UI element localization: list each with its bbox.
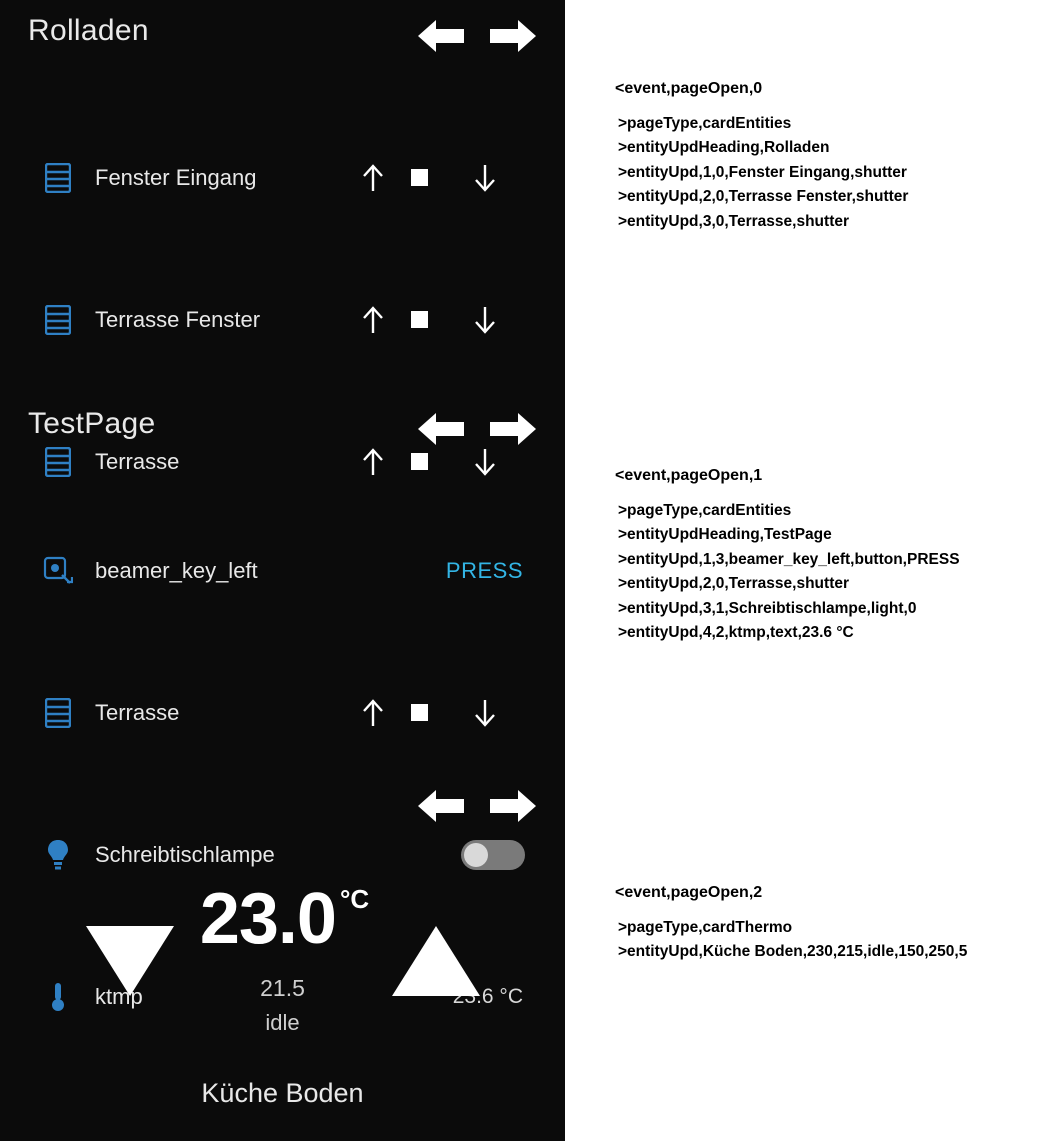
log-line: >pageType,cardThermo [618, 919, 793, 936]
next-page-button[interactable] [484, 16, 536, 56]
shutter-down-button[interactable] [465, 302, 505, 338]
card-thermo [0, 770, 565, 1141]
log-line: >entityUpd,2,0,Terrasse Fenster,shutter [618, 188, 909, 206]
next-page-button[interactable] [484, 409, 536, 449]
nav-arrows [418, 16, 543, 60]
status-badge: idle [265, 1010, 300, 1035]
shutter-stop-button[interactable] [399, 302, 439, 338]
shutter-controls [353, 302, 525, 338]
arrow-down-icon [472, 698, 498, 728]
arrow-up-icon [360, 698, 386, 728]
log-line: >entityUpd,2,0,Terrasse,shutter [618, 575, 850, 593]
nav-arrows [418, 409, 543, 453]
log-event-line: <event,pageOpen,2 [615, 884, 763, 901]
shutter-controls [353, 160, 525, 196]
page-title: TestPage [28, 407, 156, 440]
stop-square-icon [411, 704, 428, 721]
log-line: >entityUpd,1,0,Fenster Eingang,shutter [618, 163, 907, 181]
log-block [565, 467, 1045, 646]
arrow-left-icon [418, 409, 470, 449]
next-page-button[interactable] [484, 786, 536, 826]
temperature-unit: °C [339, 884, 370, 914]
log-line: >entityUpdHeading,TestPage [618, 526, 832, 544]
log-event-line: <event,pageOpen,0 [615, 80, 763, 97]
thermostat-name: Küche Boden [201, 1078, 364, 1108]
entity-label: ktmp [95, 983, 143, 1009]
stop-square-icon [411, 169, 428, 186]
current-temperature [0, 878, 565, 960]
current-temperature-value: 23.0 [199, 879, 336, 959]
arrow-right-icon [484, 16, 536, 56]
entity-label: Terrasse Fenster [95, 306, 261, 332]
arrow-right-icon [484, 409, 536, 449]
page-title: Rolladen [28, 14, 149, 47]
list-item[interactable] [0, 677, 565, 748]
entity-label: Schreibtischlampe [95, 841, 275, 867]
arrow-left-icon [418, 16, 470, 56]
log-line: >entityUpd,3,0,Terrasse,shutter [618, 212, 850, 230]
press-button[interactable]: PRESS [445, 557, 523, 583]
log-line: >entityUpd,3,1,Schreibtischlampe,light,0 [618, 599, 917, 617]
serial-log-panel [565, 0, 1045, 1141]
log-line: >pageType,cardEntities [618, 502, 792, 519]
temperature-value: 23.6 °C [452, 984, 523, 1008]
previous-page-button[interactable] [418, 786, 470, 826]
arrow-left-icon [418, 786, 470, 826]
shutter-icon [42, 161, 74, 195]
previous-page-button[interactable] [418, 409, 470, 449]
shutter-up-button[interactable] [353, 160, 393, 196]
entity-label: Terrasse [95, 699, 180, 725]
shutter-down-button[interactable] [465, 695, 505, 731]
shutter-up-button[interactable] [353, 695, 393, 731]
list-item[interactable] [0, 535, 565, 606]
stop-square-icon [411, 311, 428, 328]
log-line: >pageType,cardEntities [618, 115, 792, 132]
entity-label: Terrasse [95, 448, 180, 474]
log-block [565, 884, 1045, 965]
arrow-up-icon [360, 163, 386, 193]
target-temperature: 21.5 [260, 975, 305, 1001]
shutter-controls [353, 695, 525, 731]
card-header [0, 770, 565, 840]
previous-page-button[interactable] [418, 16, 470, 56]
card-header [0, 0, 565, 70]
log-event-line: <event,pageOpen,1 [615, 467, 763, 484]
list-item[interactable] [0, 142, 565, 213]
log-line: >entityUpdHeading,Rolladen [618, 139, 830, 157]
shutter-up-button[interactable] [353, 302, 393, 338]
arrow-right-icon [484, 786, 536, 826]
log-line: >entityUpd,1,3,beamer_key_left,button,PRESS [618, 550, 960, 568]
arrow-down-icon [472, 305, 498, 335]
entity-label: beamer_key_left [95, 557, 258, 583]
list-item[interactable] [0, 284, 565, 355]
arrow-down-icon [472, 163, 498, 193]
log-block [565, 80, 1045, 234]
log-line: >entityUpd,4,2,ktmp,text,23.6 °C [618, 624, 854, 642]
entity-label: Fenster Eingang [95, 164, 257, 190]
button-icon [42, 554, 74, 588]
shutter-down-button[interactable] [465, 160, 505, 196]
shutter-stop-button[interactable] [399, 160, 439, 196]
nav-arrows [418, 786, 543, 830]
card-header [0, 393, 565, 463]
shutter-stop-button[interactable] [399, 695, 439, 731]
shutter-icon [42, 696, 74, 730]
arrow-up-icon [360, 305, 386, 335]
log-line: >entityUpd,Küche Boden,230,215,idle,150,250,5 [618, 943, 968, 961]
shutter-icon [42, 303, 74, 337]
